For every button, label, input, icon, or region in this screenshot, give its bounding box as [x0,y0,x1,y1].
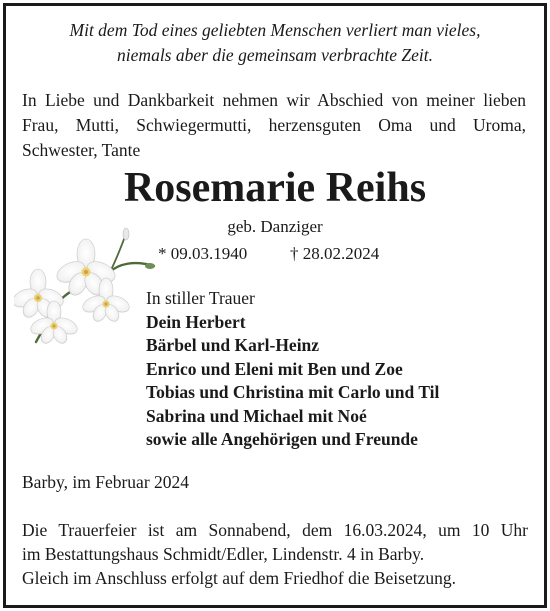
mourners-heading: In stiller Trauer [146,288,255,308]
orchid-flower-icon [14,226,160,352]
mourner-name: Tobias und Christina mit Carlo und Til [146,382,440,402]
funeral-line-2: im Bestattungshaus Schmidt/Edler, Lindenstr. 4 in Barby. [22,544,425,564]
deceased-name: Rosemarie Reihs [123,165,427,211]
mourners-list [146,287,439,452]
funeral-line-3: Gleich im Anschluss erfolgt auf dem Friedhof die Beisetzung. [22,568,457,588]
intro-text: In Liebe und Dankbarkeit nehmen wir Abschied von meiner lieben Frau, Mutti, Schwiegermutti, herzensguten Oma und Uroma, Schwester, Tante [22,90,526,160]
maiden-name: geb. Danziger [227,217,323,236]
mourner-name: Enrico und Eleni mit Ben und Zoe [146,358,403,379]
birth-date: * 09.03.1940 [158,244,248,263]
place-and-date: Barby, im Februar 2024 [22,472,190,492]
mourner-name: sowie alle Angehörigen und Freunde [146,429,418,449]
funeral-line-1: Die Trauerfeier ist am Sonnabend, dem 16.03.2024, um 10 Uhr [22,520,528,540]
quote-line-2: niemals aber die gemeinsam verbrachte Zeit. [117,45,433,65]
mourner-name: Bärbel und Karl-Heinz [146,335,320,355]
mourner-name: Dein Herbert [146,311,246,332]
quote-line-1: Mit dem Tod eines geliebten Menschen verliert man vieles, [69,20,481,40]
funeral-details [22,518,528,590]
mourner-name: Sabrina und Michael mit Noé [146,405,367,426]
death-date: † 28.02.2024 [290,244,380,263]
memorial-quote [0,18,550,68]
